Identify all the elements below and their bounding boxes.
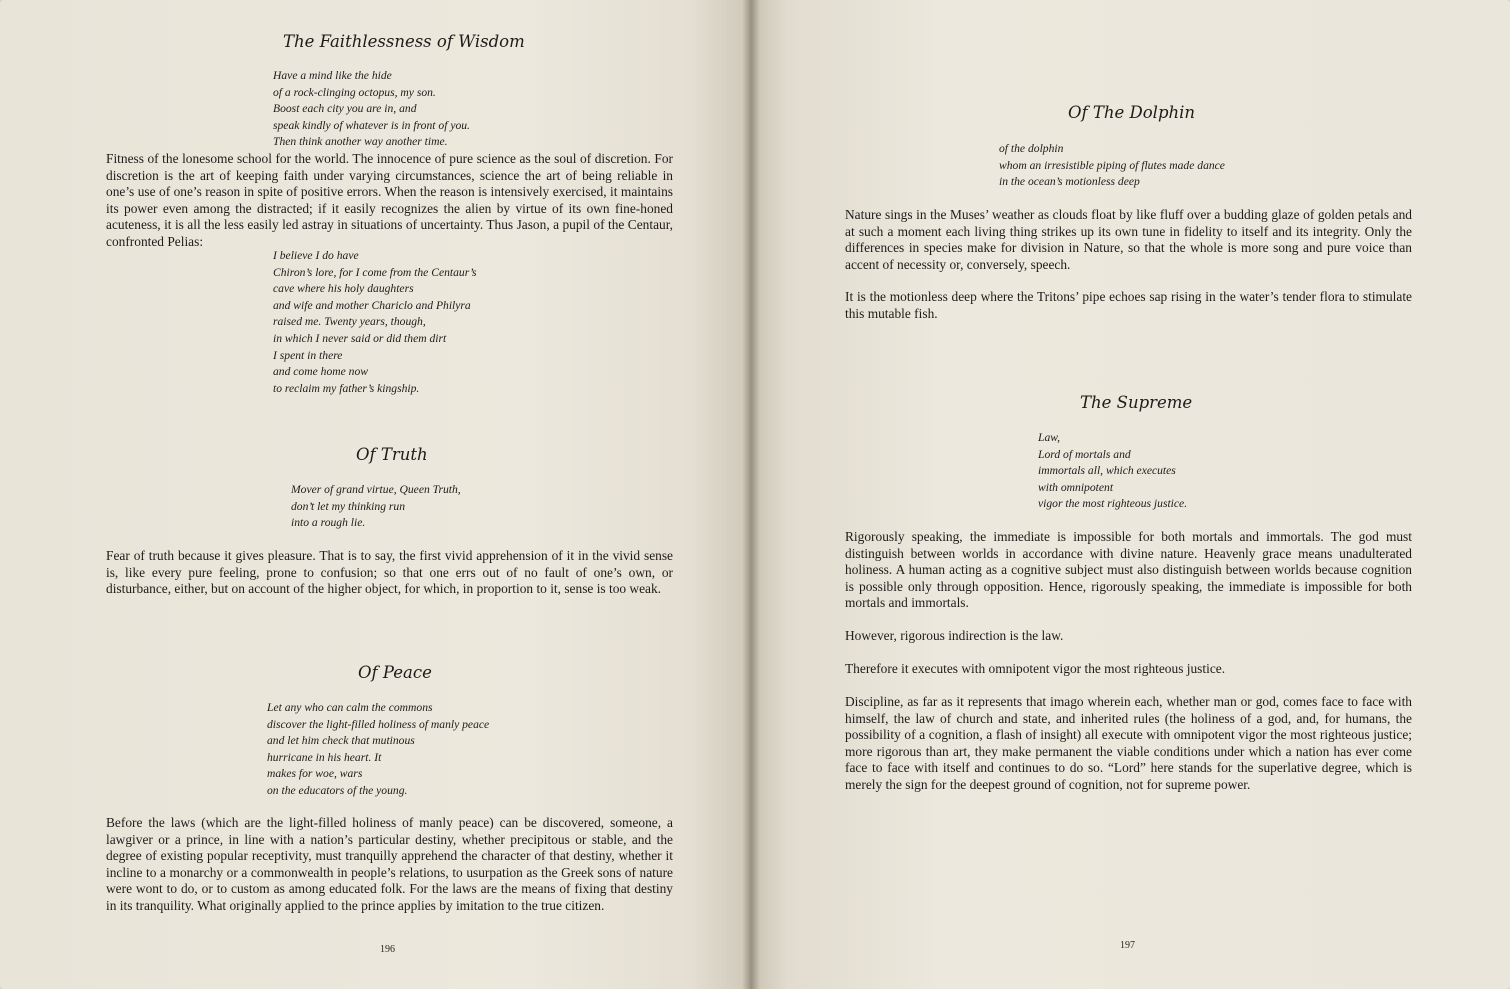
section-title: Of The Dolphin (1068, 103, 1196, 122)
verse-line: Lord of mortals and (1038, 447, 1131, 461)
paragraph: However, rigorous indirection is the law. (845, 628, 1064, 643)
verse-block (291, 482, 461, 532)
verse-line: and wife and mother Chariclo and Philyra (273, 298, 471, 312)
paragraph: Nature sings in the Muses’ weather as clouds float by like fluff over a budding glaze of golden petals and at such a moment each living thing strikes up its own tune in fidelity to itself and its integrity. Only the differences in species make for division in Nature, so that the whole is more song and pure voice than accent of necessity or, conversely, speech. (845, 207, 1412, 272)
verse-line: of the dolphin (999, 142, 1064, 155)
book-gutter (742, 0, 760, 989)
left-page (0, 0, 750, 989)
verse-line: raised me. Twenty years, though, (273, 315, 426, 329)
verse-block (273, 248, 477, 397)
verse-line: into a rough lie. (291, 516, 366, 530)
verse-block (273, 68, 470, 151)
page-number: 196 (380, 944, 395, 955)
verse-block (267, 700, 489, 800)
verse-line: and come home now (273, 365, 368, 379)
verse-block (1038, 430, 1187, 513)
paragraph: Therefore it executes with omnipotent vigor the most righteous justice. (845, 661, 1226, 676)
verse-line: don’t let my thinking run (291, 499, 405, 513)
verse-line: Have a mind like the hide (273, 69, 392, 82)
verse-line: Boost each city you are in, and (273, 102, 417, 116)
paragraph: Fitness of the lonesome school for the world. The innocence of pure science as the soul of discretion. For discretion is the art of keeping faith under varying circumstances, science the art of being reliable in one’s use of one’s reason in spite of positive errors. When the reason is intensively exercised, it maintains its power even among the distracted; if it easily recognizes the alien by virtue of its own fine-honed acuteness, it is all the less easily led astray in situations of uncertainty. Thus Jason, a pupil of the Centaur, confronted Pelias: (106, 151, 673, 249)
verse-line: of a rock-clinging octopus, my son. (273, 85, 436, 99)
verse-line: immortals all, which executes (1038, 464, 1176, 478)
verse-line: to reclaim my father’s kingship. (273, 381, 420, 395)
verse-line: Mover of grand virtue, Queen Truth, (291, 483, 461, 496)
paragraph: It is the motionless deep where the Tritons’ pipe echoes sap rising in the water’s tender flora to stimulate this mutable fish. (845, 289, 1412, 321)
section-title: Of Peace (358, 663, 432, 682)
verse-line: I believe I do have (273, 249, 359, 262)
verse-line: in the ocean’s motionless deep (999, 175, 1140, 189)
verse-line: makes for woe, wars (267, 767, 363, 781)
verse-line: Let any who can calm the commons (267, 701, 433, 714)
verse-line: hurricane in his heart. It (267, 750, 382, 764)
section-title: The Supreme (1080, 393, 1193, 412)
verse-line: with omnipotent (1038, 480, 1114, 494)
page-number: 197 (1120, 940, 1135, 951)
paragraph: Before the laws (which are the light-filled holiness of manly peace) can be discovered, someone, a lawgiver or a prince, in line with a nation’s particular destiny, whether precipitous or stable, and the degree of existing popular receptivity, must tranquilly apprehend the character of that destiny, whether it incline to a monarchy or a commonwealth in people’s relations, to usurpation as the Greek sons of nature were wont to do, or to custom as among educated folk. For the laws are the means of fixing that destiny in its tranquility. What originally applied to the prince applies by imitation to the true citizen. (106, 815, 673, 913)
verse-line: I spent in there (273, 348, 343, 362)
verse-line: and let him check that mutinous (267, 734, 415, 748)
right-page (750, 0, 1510, 989)
paragraph: Discipline, as far as it represents that imago wherein each, whether man or god, comes face to face with himself, the law of church and state, and inherited rules (the holiness of a god, and, for humans, the possibility of a cognition, a flash of insight) all execute with omnipotent vigor the most righteous justice; more rigorous than art, they make permanent the viable conditions under which a nation has ever come face to face with itself and continues to do so. “Lord” here stands for the superlative degree, which is merely the sign for the deepest ground of cognition, not for supreme power. (845, 694, 1412, 792)
paragraph: Rigorously speaking, the immediate is impossible for both mortals and immortals. The god must distinguish between worlds in accordance with divine nature. Heavenly grace means unadulterated holiness. A human acting as a cognitive subject must also distinguish between worlds because cognition is possible only through opposition. Hence, rigorously speaking, the immediate is impossible for both mortals and immortals. (845, 529, 1412, 610)
verse-line: on the educators of the young. (267, 783, 408, 797)
verse-line: Chiron’s lore, for I come from the Centaur’s (273, 265, 477, 279)
section-title: Of Truth (356, 445, 428, 464)
verse-line: whom an irresistible piping of flutes made dance (999, 158, 1225, 172)
verse-line: in which I never said or did them dirt (273, 331, 447, 345)
verse-line: cave where his holy daughters (273, 282, 414, 296)
verse-line: discover the light-filled holiness of manly peace (267, 717, 490, 731)
verse-line: vigor the most righteous justice. (1038, 497, 1188, 511)
verse-line: Law, (1038, 431, 1061, 444)
section-title: The Faithlessness of Wisdom (283, 32, 525, 51)
paragraph: Fear of truth because it gives pleasure. That is to say, the first vivid apprehension of it in the vivid sense is, like every pure feeling, prone to confusion; so that one errs out of no fault of one’s own, or disturbance, either, but on account of the higher object, for which, in proportion to it, sense is too weak. (106, 548, 673, 596)
verse-line: speak kindly of whatever is in front of you. (273, 118, 470, 132)
verse-line: Then think another way another time. (273, 135, 448, 149)
verse-block (999, 141, 1225, 191)
